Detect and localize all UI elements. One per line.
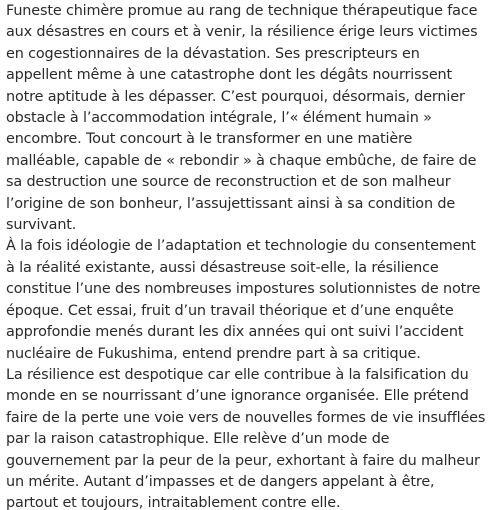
paragraph-1: Funeste chimère promue au rang de technique thérapeutique face aux désastres en cours et à venir, la résilience érige leurs victimes en cogestionnaires de la dévastation. Ses prescripteurs en appellent même à une catastrophe dont les dégâts nourrissent notre aptitude à les dépasser. C’est pourquoi, désormais, dernier obstacle à l’accommodation intégrale, l’« élément humain » encombre. Tout concourt à le transformer en une matière malléable, capable de « rebondir » à chaque embûche, de faire de sa destruction une source de reconstruction et de son malheur l’origine de son bonheur, l’assujettissant ainsi à sa condition de survivant. (6, 3, 478, 234)
paragraph-3: La résilience est despotique car elle contribue à la falsification du monde en se nourrissant d’une ignorance organisée. Elle prétend faire de la perte une voie vers de nouvelles formes de vie insufflées par la raison catastrophique. Elle relève d’un mode de gouvernement par la peur de la peur, exhortant à faire du malheur un mérite. Autant d’impasses et de dangers appelant à être, partout et toujours, intraitablement contre elle. (6, 366, 486, 510)
paragraph-2: À la fois idéologie de l’adaptation et technologie du consentement à la réalité existante, aussi désastreuse soit-elle, la résilience constitue l’une des nombreuses impostures solutionnistes de notre époque. Cet essai, fruit d’un travail théorique et d’une enquête approfondie menés durant les dix années qui ont suivi l’accident nucléaire de Fukushima, entend prendre part à sa critique. (6, 238, 481, 362)
